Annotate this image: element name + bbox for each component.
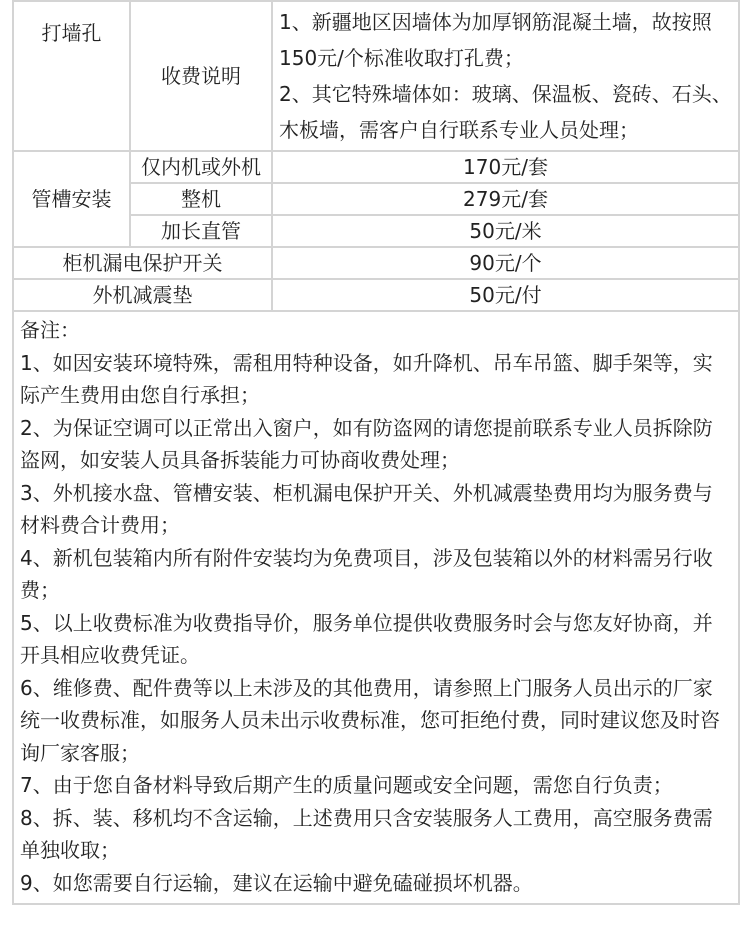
desc-line: 1、新疆地区因墙体为加厚钢筋混凝土墙，故按照150元/个标准收取打孔费； bbox=[279, 10, 712, 70]
row-pipe-0 bbox=[13, 151, 739, 183]
pipe-item-name: 加长直管 bbox=[130, 215, 272, 247]
leakage-switch-price: 90元/个 bbox=[272, 247, 739, 279]
note-item: 8、拆、装、移机均不含运输，上述费用只含安装服务人工费用，高空服务费需单独收取； bbox=[20, 805, 713, 862]
note-item: 3、外机接水盘、管槽安装、柜机漏电保护开关、外机减震垫费用均为服务费与材料费合计费用； bbox=[20, 480, 713, 537]
shock-pad-label: 外机减震垫 bbox=[13, 279, 272, 311]
pipe-item-price: 279元/套 bbox=[272, 183, 739, 215]
note-item: 4、新机包装箱内所有附件安装均为免费项目，涉及包装箱以外的材料需另行收费； bbox=[20, 545, 713, 602]
fee-desc-text bbox=[272, 1, 739, 151]
row-shock-pad bbox=[13, 279, 739, 311]
note-item: 2、为保证空调可以正常出入窗户，如有防盗网的请您提前联系专业人员拆除防盗网，如安装人员具备拆装能力可协商收费处理； bbox=[20, 415, 713, 472]
note-item: 7、由于您自备材料导致后期产生的质量问题或安全问题，需您自行负责； bbox=[20, 773, 673, 797]
leakage-switch-label: 柜机漏电保护开关 bbox=[13, 247, 272, 279]
pipe-item-name: 仅内机或外机 bbox=[130, 151, 272, 183]
notes-title: 备注： bbox=[20, 318, 80, 342]
desc-line: 2、其它特殊墙体如：玻璃、保温板、瓷砖、石头、木板墙，需客户自行联系专业人员处理； bbox=[279, 82, 732, 142]
wall-hole-label: 打墙孔 bbox=[13, 1, 130, 151]
note-item: 6、维修费、配件费等以上未涉及的其他费用，请参照上门服务人员出示的厂家统一收费标准，如服务人员未出示收费标准，您可拒绝付费，同时建议您及时咨询厂家客服； bbox=[20, 675, 720, 765]
shock-pad-price: 50元/付 bbox=[272, 279, 739, 311]
notes-block bbox=[13, 311, 739, 904]
pipe-label: 管槽安装 bbox=[13, 151, 130, 247]
note-item: 1、如因安装环境特殊，需租用特种设备，如升降机、吊车吊篮、脚手架等，实际产生费用由您自行承担； bbox=[20, 350, 713, 407]
fee-desc-label: 收费说明 bbox=[130, 1, 272, 151]
note-item: 5、以上收费标准为收费指导价，服务单位提供收费服务时会与您友好协商，并开具相应收费凭证。 bbox=[20, 610, 713, 667]
note-item: 9、如您需要自行运输，建议在运输中避免磕碰损坏机器。 bbox=[20, 870, 533, 895]
pipe-item-name: 整机 bbox=[130, 183, 272, 215]
pipe-item-price: 170元/套 bbox=[272, 151, 739, 183]
pipe-item-price: 50元/米 bbox=[272, 215, 739, 247]
row-leakage-switch bbox=[13, 247, 739, 279]
row-wall-hole bbox=[13, 1, 739, 151]
row-notes bbox=[13, 311, 739, 904]
fee-table bbox=[12, 0, 740, 905]
